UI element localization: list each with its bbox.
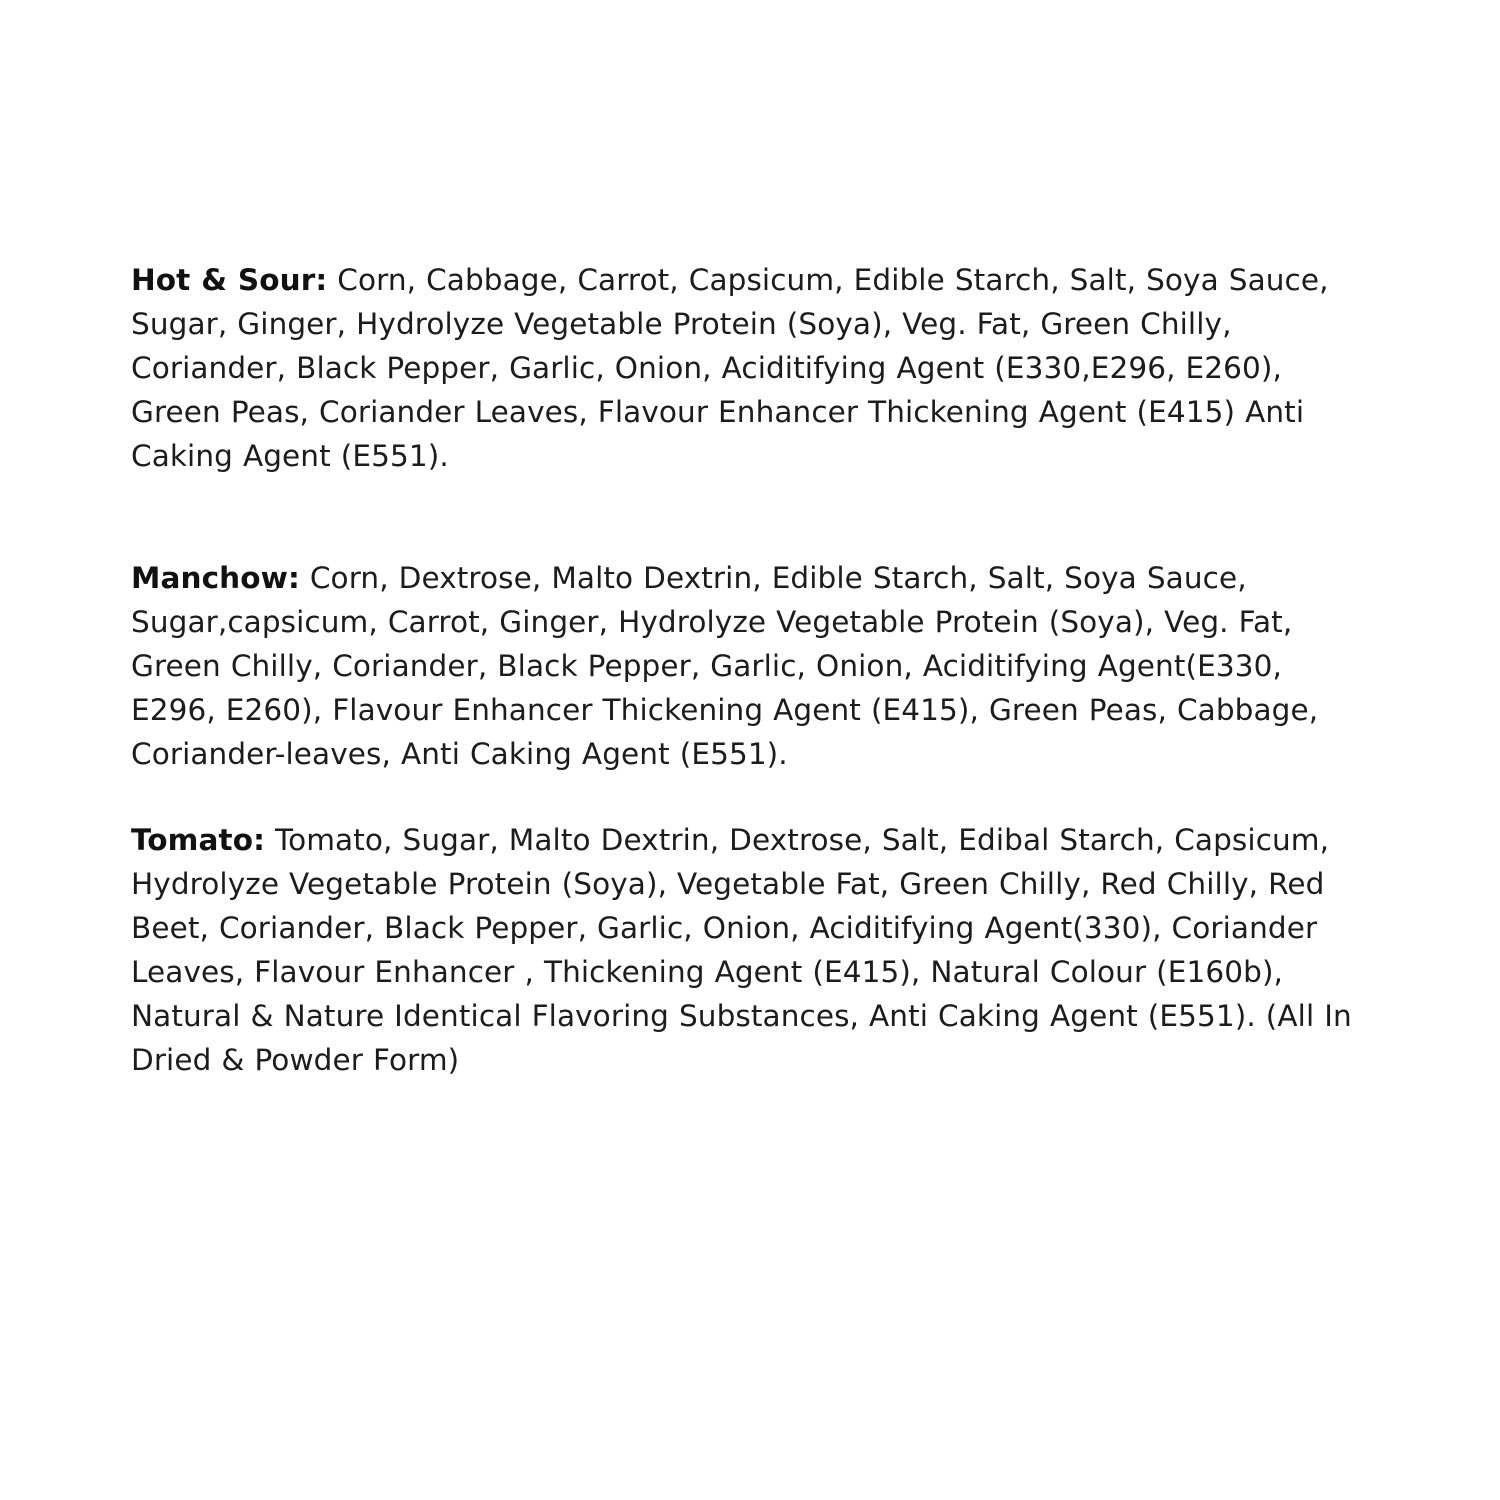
ingredient-text-manchow: Corn, Dextrose, Malto Dextrin, Edible Starch, Salt, Soya Sauce, Sugar,capsicum, Carrot, Ginger, Hydrolyze Vegetable Protein (Soya), Veg. Fat, Green Chilly, Coriander, Black Pepper, Garlic, Onion, Aciditifying Agent(E330, E296, E260), Flavour Enhancer Thickening Agent (E415), Green Peas, Cabbage, Coriander-leaves, Anti Caking Agent (E551). — [131, 560, 1319, 771]
ingredient-text-hot-sour: Corn, Cabbage, Carrot, Capsicum, Edible Starch, Salt, Soya Sauce, Sugar, Ginger, Hydrolyze Vegetable Protein (Soya), Veg. Fat, Green Chilly, Coriander, Black Pepper, Garlic, Onion, Aciditifying Agent (E330,E296, E260), Green Peas, Coriander Leaves, Flavour Enhancer Thickening Agent (E415) Anti Caking Agent (E551). — [131, 262, 1329, 473]
ingredient-block-hot-sour — [131, 258, 1375, 478]
ingredient-text-tomato: Tomato, Sugar, Malto Dextrin, Dextrose, Salt, Edibal Starch, Capsicum, Hydrolyze Vegetable Protein (Soya), Vegetable Fat, Green Chilly, Red Chilly, Red Beet, Coriander, Black Pepper, Garlic, Onion, Aciditifying Agent(330), Coriander Leaves, Flavour Enhancer , Thickening Agent (E415), Natural Colour (E160b), Natural & Nature Identical Flavoring Substances, Anti Caking Agent (E551). (All In Dried & Powder Form) — [131, 822, 1352, 1077]
ingredient-block-manchow — [131, 556, 1375, 776]
ingredient-label-manchow: Manchow: — [131, 560, 300, 595]
ingredient-label-hot-sour: Hot & Sour: — [131, 262, 328, 297]
ingredient-block-tomato — [131, 818, 1375, 1082]
ingredient-label-tomato: Tomato: — [131, 822, 265, 857]
